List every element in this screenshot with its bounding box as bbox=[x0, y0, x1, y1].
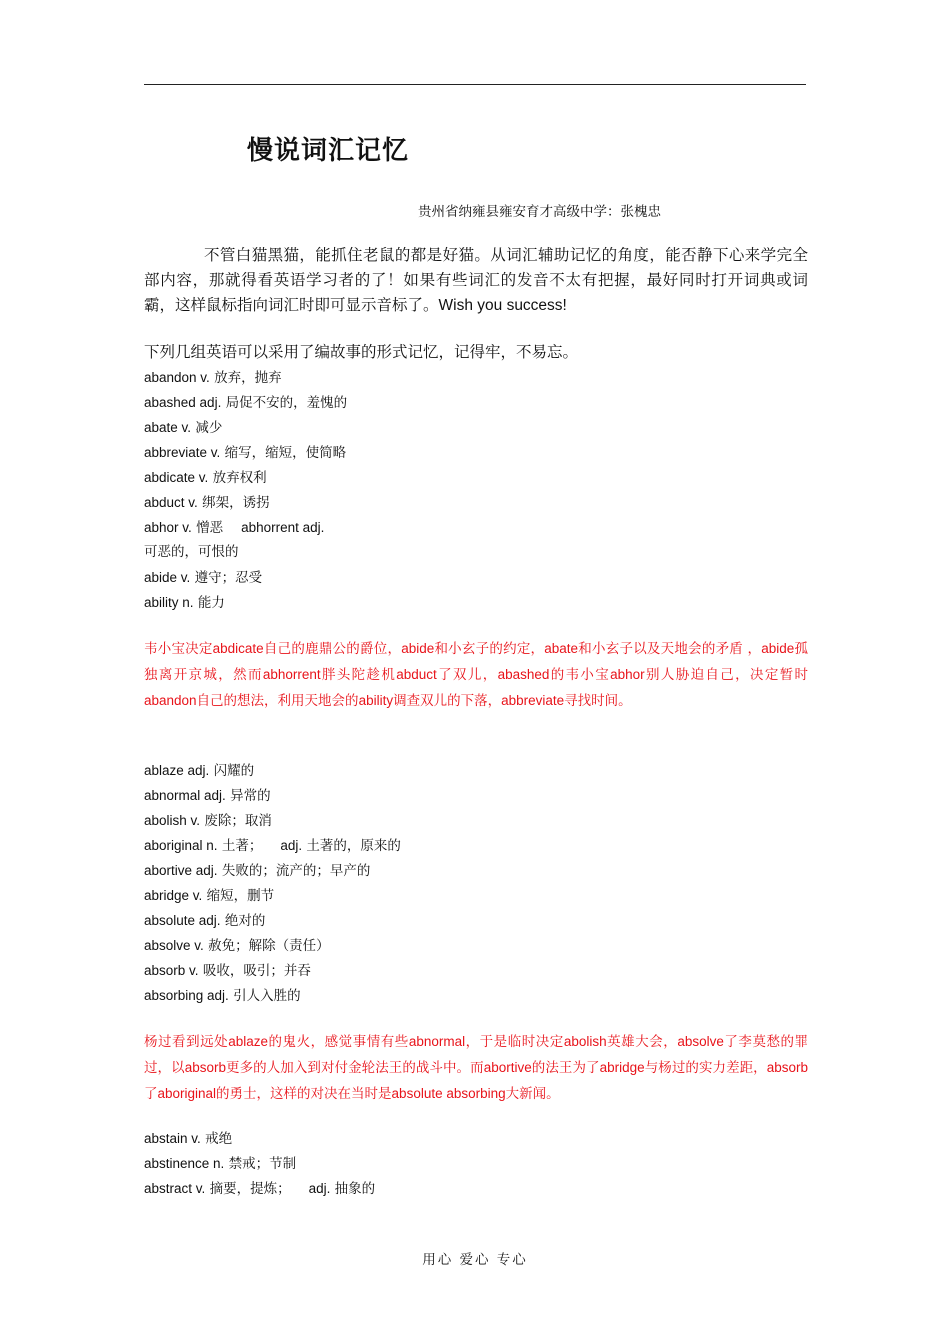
word-english: ability n. bbox=[144, 595, 194, 610]
word-meaning: 抽象的 bbox=[330, 1181, 376, 1197]
word-english: abolish v. bbox=[144, 813, 201, 828]
word-entry bbox=[144, 1151, 808, 1176]
story-keyword: ability bbox=[358, 693, 394, 708]
word-meaning: 憎恶 bbox=[191, 520, 224, 536]
word-english: abstinence n. bbox=[144, 1156, 225, 1171]
word-meaning: 绝对的 bbox=[220, 913, 266, 929]
author-line: 贵州省纳雍县雍安育才高级中学：张槐忠 bbox=[418, 204, 661, 220]
word-meaning: 土著； bbox=[217, 838, 263, 854]
word-english: abhor v. bbox=[144, 520, 192, 535]
story-keyword: ablaze bbox=[228, 1034, 268, 1049]
word-list-group-1 bbox=[144, 365, 808, 615]
story-text: 自己的鹿鼎公的爵位， bbox=[263, 641, 402, 657]
word-entry bbox=[144, 758, 808, 783]
story-keyword: absorb bbox=[184, 1060, 226, 1075]
word-entry bbox=[144, 1176, 808, 1201]
word-list-group-3 bbox=[144, 1126, 808, 1201]
story-paragraph-group-2 bbox=[144, 1029, 808, 1107]
word-english: abbreviate v. bbox=[144, 445, 221, 460]
word-english: ablaze adj. bbox=[144, 763, 210, 778]
word-english: abate v. bbox=[144, 420, 192, 435]
word-english: adj. bbox=[280, 838, 303, 853]
story-text: 英雄大会， bbox=[606, 1034, 678, 1050]
word-entry bbox=[144, 833, 808, 858]
story-text: 调查双儿的下落， bbox=[393, 693, 502, 709]
word-meaning: 失败的；流产的；早产的 bbox=[217, 863, 371, 879]
word-entry bbox=[144, 958, 808, 983]
word-entry bbox=[144, 808, 808, 833]
word-english: abandon v. bbox=[144, 370, 210, 385]
word-meaning: 遵守；忍受 bbox=[190, 570, 263, 586]
story-text: 的法王为了 bbox=[531, 1060, 600, 1076]
word-meaning: 引人入胜的 bbox=[228, 988, 301, 1004]
word-meaning: 放弃，抛弃 bbox=[209, 370, 282, 386]
story-text: 自己的想法，利用天地会的 bbox=[196, 693, 359, 709]
story-text: 胖头陀趁机 bbox=[320, 667, 397, 683]
story-keyword: abridge bbox=[599, 1060, 645, 1075]
story-keyword: absolute absorbing bbox=[391, 1086, 506, 1101]
story-keyword: absolve bbox=[677, 1034, 724, 1049]
story-keyword: abate bbox=[544, 641, 579, 656]
word-meaning: 绑架，诱拐 bbox=[197, 495, 270, 511]
story-text: 和小玄子的约定， bbox=[434, 641, 545, 657]
story-text: 韦小宝决定 bbox=[144, 641, 213, 657]
intro-text: 不管白猫黑猫，能抓住老鼠的都是好猫。从词汇辅助记忆的角度，能否静下心来学完全部内容，那就得看英语学习者的了！如果有些词汇的发音不太有把握，最好同时打开词典或词霸，这样鼠标指向词汇时即可显示音标了。 bbox=[144, 246, 808, 314]
story-text: 孤独离开京城，然而 bbox=[144, 641, 809, 683]
word-meaning: 禁戒；节制 bbox=[224, 1156, 297, 1172]
story-paragraph-group-1 bbox=[144, 636, 808, 714]
story-text: 了 bbox=[144, 1086, 158, 1102]
story-text: 大新闻。 bbox=[505, 1086, 560, 1102]
story-keyword: abandon bbox=[144, 693, 197, 708]
word-meaning: 戒绝 bbox=[200, 1131, 233, 1147]
word-meaning: 减少 bbox=[191, 420, 223, 436]
page-title: 慢说词汇记忆 bbox=[247, 136, 410, 166]
page-footer: 用心 爱心 专心 bbox=[422, 1252, 528, 1268]
word-entry bbox=[144, 783, 808, 808]
story-text: 了李莫愁的罪过，以 bbox=[144, 1034, 809, 1076]
story-keyword: absorb bbox=[766, 1060, 809, 1075]
word-english: absolute adj. bbox=[144, 913, 221, 928]
story-keyword: abolish bbox=[563, 1034, 607, 1049]
word-english: abnormal adj. bbox=[144, 788, 226, 803]
story-keyword: abide bbox=[401, 641, 435, 656]
story-keyword: abduct bbox=[396, 667, 437, 682]
word-meaning: 局促不安的，羞愧的 bbox=[221, 395, 348, 411]
word-entry bbox=[144, 540, 808, 565]
story-text: ，于是临时决定 bbox=[465, 1034, 564, 1050]
story-keyword: abashed bbox=[497, 667, 550, 682]
word-list-group-2 bbox=[144, 758, 808, 1008]
story-keyword: abhor bbox=[610, 667, 645, 682]
word-meaning: 放弃权利 bbox=[208, 470, 267, 486]
word-english: absorbing adj. bbox=[144, 988, 229, 1003]
story-text: 更多的人加入到对付金轮法王的战斗中。而 bbox=[225, 1060, 484, 1076]
word-english: absorb v. bbox=[144, 963, 199, 978]
story-keyword: abide bbox=[761, 641, 795, 656]
word-english: abstain v. bbox=[144, 1131, 201, 1146]
word-meaning: 吸收，吸引；并吞 bbox=[198, 963, 311, 979]
header-rule bbox=[144, 84, 806, 85]
word-entry bbox=[144, 415, 808, 440]
story-keyword: abortive bbox=[483, 1060, 532, 1075]
word-entry bbox=[144, 515, 808, 540]
word-english: abide v. bbox=[144, 570, 191, 585]
word-entry bbox=[144, 590, 808, 615]
word-english: adj. bbox=[308, 1181, 331, 1196]
word-english: abduct v. bbox=[144, 495, 198, 510]
lead-sentence: 下列几组英语可以采用了编故事的形式记忆，记得牢，不易忘。 bbox=[144, 343, 579, 361]
word-entry bbox=[144, 465, 808, 490]
word-english: abhorrent adj. bbox=[241, 520, 325, 535]
word-english: abdicate v. bbox=[144, 470, 209, 485]
story-text: 的勇士，这样的对决在当时是 bbox=[216, 1086, 392, 1102]
story-text: 杨过看到远处 bbox=[144, 1034, 229, 1050]
word-meaning: 异常的 bbox=[225, 788, 271, 804]
word-entry bbox=[144, 1126, 808, 1151]
story-text: 的鬼火，感觉事情有些 bbox=[267, 1034, 409, 1050]
word-entry bbox=[144, 365, 808, 390]
word-meaning: 赦免；解除（责任） bbox=[203, 938, 330, 954]
word-entry bbox=[144, 908, 808, 933]
word-english: abstract v. bbox=[144, 1181, 206, 1196]
word-meaning: 废除；取消 bbox=[200, 813, 272, 829]
word-entry bbox=[144, 565, 808, 590]
word-english: abridge v. bbox=[144, 888, 203, 903]
word-english: absolve v. bbox=[144, 938, 204, 953]
word-entry bbox=[144, 883, 808, 908]
story-keyword: abhorrent bbox=[262, 667, 321, 682]
word-english: aboriginal n. bbox=[144, 838, 218, 853]
story-text: 别人胁迫自己，决定暂时 bbox=[644, 667, 809, 683]
word-english: abortive adj. bbox=[144, 863, 218, 878]
story-keyword: aboriginal bbox=[157, 1086, 217, 1101]
story-text: 的韦小宝 bbox=[549, 667, 611, 683]
story-text: 与杨过的实力差距， bbox=[644, 1060, 767, 1076]
word-meaning: 摘要，提炼； bbox=[205, 1181, 291, 1197]
word-meaning: 闪耀的 bbox=[209, 763, 255, 779]
word-entry bbox=[144, 440, 808, 465]
intro-paragraph bbox=[144, 243, 808, 318]
word-meaning: 可恶的，可恨的 bbox=[144, 544, 239, 560]
story-text: 寻找时间。 bbox=[564, 693, 632, 709]
story-text: 和小玄子以及天地会的矛盾 ， bbox=[578, 641, 762, 657]
word-meaning: 缩写，缩短，使简略 bbox=[220, 445, 347, 461]
story-keyword: abnormal bbox=[408, 1034, 466, 1049]
story-keyword: abbreviate bbox=[501, 693, 565, 708]
word-meaning: 能力 bbox=[193, 595, 225, 611]
word-meaning: 缩短，删节 bbox=[202, 888, 275, 904]
word-entry bbox=[144, 490, 808, 515]
word-entry bbox=[144, 933, 808, 958]
word-entry bbox=[144, 858, 808, 883]
word-entry bbox=[144, 390, 808, 415]
intro-english: Wish you success! bbox=[438, 297, 567, 314]
word-meaning: 土著的，原来的 bbox=[302, 838, 401, 854]
word-english: abashed adj. bbox=[144, 395, 222, 410]
story-text: 了双儿， bbox=[436, 667, 498, 683]
word-entry bbox=[144, 983, 808, 1008]
story-keyword: abdicate bbox=[212, 641, 264, 656]
